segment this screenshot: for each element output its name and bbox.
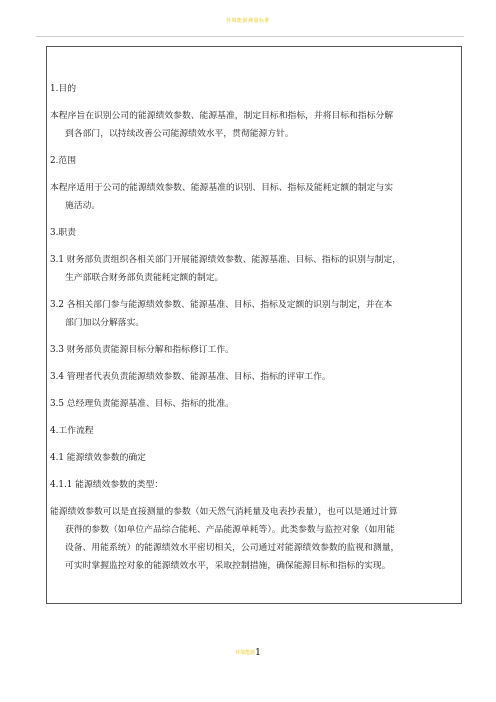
section-3-5: 3.5 总经理负责能源基准、目标、指标的批准。 bbox=[50, 399, 234, 409]
section-1-title: 1.目的 bbox=[50, 84, 76, 94]
section-4-line-4: 可实时掌握监控对象的能源绩效水平，采取控制措施，确保能源目标和指标的实现。 bbox=[65, 561, 391, 571]
section-3-1 bbox=[50, 251, 458, 287]
section-1-paragraph bbox=[50, 107, 458, 143]
section-3-4: 3.4 管理者代表负责能源绩效参数、能源基准、目标、指标的评审工作。 bbox=[50, 372, 331, 382]
section-4-paragraph bbox=[50, 503, 458, 575]
document-body bbox=[50, 80, 458, 584]
section-2-title: 2.范围 bbox=[50, 156, 76, 166]
section-2-line-1: 本程序适用于公司的能源绩效参数、能源基准的识别、目标、指标及能耗定额的制定与实 bbox=[50, 183, 394, 193]
page-number: 1 bbox=[255, 648, 261, 658]
section-3-3: 3.3 财务部负责能源目标分解和指标修订工作。 bbox=[50, 345, 234, 355]
section-3-title: 3.职责 bbox=[50, 228, 76, 238]
footer-tag: 环境能源 bbox=[235, 650, 256, 656]
section-1-line-1: 本程序旨在识别公司的能源绩效参数、能源基准，制定目标和指标，并将目标和指标分解 bbox=[50, 111, 394, 121]
running-header: 环境能源测量标准 bbox=[225, 18, 270, 24]
page-footer bbox=[0, 648, 496, 658]
section-3-1-line-1: 3.1 财务部负责组织各相关部门开展能源绩效参数、能源基准、目标、指标的识别与制定， bbox=[50, 255, 402, 265]
section-4-line-1: 能源绩效参数可以是直接测量的参数（如天然气消耗量及电表抄表量），也可以是通过计算 bbox=[50, 507, 398, 517]
section-4-line-3: 设备、用能系统）的能源绩效水平密切相关，公司通过对能源绩效参数的监视和测量， bbox=[65, 543, 400, 553]
section-4-line-2: 获得的参数（如单位产品综合能耗、产品能源单耗等）。此类参数与监控对象（如用能 bbox=[65, 525, 395, 535]
section-4-title: 4.工作流程 bbox=[50, 426, 94, 436]
section-3-2-line-2: 部门加以分解落实。 bbox=[65, 318, 145, 328]
section-4-1: 4.1 能源绩效参数的确定 bbox=[50, 453, 146, 463]
section-2-paragraph bbox=[50, 179, 458, 215]
section-3-2-line-1: 3.2 各相关部门参与能源绩效参数、能源基准、目标、指标及定额的识别与制定，并在本 bbox=[50, 300, 393, 310]
section-2-line-2: 施活动。 bbox=[65, 201, 101, 211]
section-3-2 bbox=[50, 296, 458, 332]
section-3-1-line-2: 生产部联合财务部负责能耗定额的制定。 bbox=[65, 273, 224, 283]
section-4-1-1: 4.1.1 能源绩效参数的类型： bbox=[50, 480, 164, 490]
header-rule bbox=[36, 36, 464, 37]
section-1-line-2: 到各部门，以持续改善公司能源绩效水平，贯彻能源方针。 bbox=[65, 129, 294, 139]
